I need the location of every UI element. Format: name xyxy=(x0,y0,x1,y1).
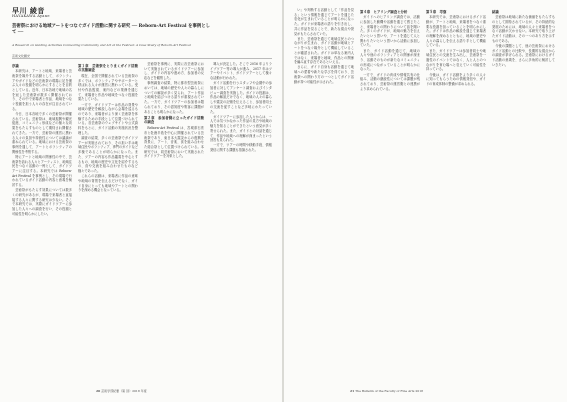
author-name-jp: 早川 綾音 xyxy=(12,6,45,15)
paragraph: 本研究では、芸術祭におけるガイド活動が、アートと地域、来場者をつなぐ重要な役割を担っていることを明らかにした。ガイドは作品の解説を通じて来場者の理解を深めるとともに、地域の歴史や人々の暮らしを伝える語り手として機能している。 xyxy=(426,15,486,48)
paragraph: ガイドツアーに参加した人々からは、一人では気づかなかった作品の見方や地域の魅力を知ることができたという意見が多く寄せられた。また、ガイドとの対話を通じて、作品や地域への理解が深まったという回答も見られた。 xyxy=(210,114,272,143)
paragraph: これらの活動は、来場者に作品の意味や地域の背景を伝えるだけでなく、ガイド自身にとっても地域やアートとの関わりを深める機会となっている。 xyxy=(78,174,138,193)
left-page xyxy=(0,0,283,402)
paper-title-en: A Research on Guiding Activities Connecting Community and Art at the Festival: A Case Study of Reborn-Art Festival xyxy=(12,43,191,47)
text-column-2 xyxy=(78,62,138,384)
paragraph: また、芸術祭を通じて地域住民とのつながりが生まれ、ガイド活動が地域とアートをつなぐ媒介として機能していることが確認された。ガイドは単なる案内人ではなく、来場者と地域、作品との関係を編み直す存在であるといえる。 xyxy=(294,36,354,65)
paragraph: また、ガイド活動を通じて、地域の人々や他のボランティアとの関係が深まり、活動そのものが新たなコミュニティの形成につながっていることが明らかになった。 xyxy=(360,48,420,72)
journal-name: 芸術学部紀要（第 回）2018 年度 xyxy=(101,389,147,393)
paragraph: 今後は、ガイド活動をより多くの人々に知ってもらうための情報発信や、ガイドの育成体制の整備が求められる。 xyxy=(426,72,486,87)
right-page xyxy=(284,0,567,402)
right-footer xyxy=(350,389,423,393)
paragraph: ガイドへのヒアリング調査では、活動に参加した動機や活動を通じて感じたこと、来場者との関わりについて話を聞いた。多くのガイドが、地域の魅力を伝えたいという思いや、アートを通じて人と関わりたいという思いから活動に参加していた。 xyxy=(360,15,420,48)
keywords: 芸術文化観光 xyxy=(12,54,31,58)
paragraph: Reborn-Art Festival は、宮城県石巻市と牡鹿半島を中心に開催されている芸術祭であり、東日本大震災からの復興を背景に、アート、音楽、食を組み合わせた総合祭として位置づけられている。本研究では、同芸術祭において実施されたガイドツアーを対象とした。 xyxy=(144,126,204,159)
paragraph: 一方で、ガイドの育成や情報共有の仕組み、活動の継続性については課題が残されており、芸術祭の運営側との連携がより求められている。 xyxy=(360,72,420,91)
page-number: 21 xyxy=(350,389,355,393)
section-heading: 第２章 参加者側に立ったガイド活動の調査 xyxy=(144,115,204,125)
paragraph: 特にアートと地域の関係性の中で、芸術祭を訪れる人々とアーティスト、地域住民をつなぐ活動の一例として、ガイドツアーに注目する。本研究では Reborn-Art Festival を事例とし、その現場で行われているガイド活動の内容と意義を検討する。 xyxy=(12,154,72,188)
paragraph: さらに、ガイド自身も活動を通じて地域への愛着や新たな学びを得ており、芸術祭への関わり方の一つとしてガイド活動が持つ可能性が示された。 xyxy=(294,65,354,84)
text-column-8 xyxy=(492,8,555,384)
text-column-6 xyxy=(360,8,420,384)
paragraph: 調査の結果、多くの芸術祭でガイドツアーが実施されており、その担い手は地域住民やボランティア、専門のガイドなど多様であることが明らかになった。また、ツアーの内容も作品鑑賞を中心とするもの、地域の歴史や文化を紹介するもの、食や交流を組み合わせたものなど様々であった。 xyxy=(78,136,138,173)
author-name-en: HAYAKAWA Ayane xyxy=(12,14,50,18)
text-column-5 xyxy=(294,8,354,384)
section-heading: 序論 xyxy=(12,63,19,68)
text-column-1 xyxy=(12,62,72,384)
paragraph: 本研究は、アートと地域、来場者と芸術祭を媒介する活動として、ボランティアやガイドなどの芸術祭の現場に足を運ぶ人々の役割を明らかにすることを目的としている。近年、日本各地で地域の名を冠した芸術祭が数多く開催されており、その中で来場者と作品、地域をつなぐ役割を担う人々の存在が注目されている。 xyxy=(12,69,72,111)
paragraph: 一方で、ガイドツアーは作品の背景や地域の歴史を解説しながら会場を巡るものであり、来場者がより深く芸術祭を体験するための手段として位置づけられている。各芸術祭のウェブサイトや公式資料をもとに、ガイド活動の実施状況を整理した。 xyxy=(78,102,138,135)
text-column-4 xyxy=(210,62,272,384)
header-divider xyxy=(12,58,272,59)
paragraph: 芸術祭がもたらす効果については数多くの研究があるが、現場で来場者と直接接する人々に関する研究は少ない。そこで本研究では、実際にガイドツアーに参加した人々への調査を行い、その役割と可能性を明らかにしたい。 xyxy=(12,188,72,216)
paragraph: 今日、日本各地で多くの芸術祭が開催されている。芸術祭は、地域振興や観光促進、コミュニティ形成などの様々な効果をもたらすものとして期待され開催されてきた。一方で、芸術祭の運営に携わる人々の負担や持続性については議論が重ねられている。地域における芸術祭の事例を通して、アートとボランティアの関係性を考察する。 xyxy=(12,112,72,154)
paragraph: 事例調査の結果、特に都市型芸術祭においては、地域の歴史や人々の暮らしについての解説が多く見られ、アート作品と地域を結びつける語りが重視されていた。一方で、ガイドツアーの参加者は限られており、その認知度や集客に課題があることも明らかになった。 xyxy=(144,81,204,114)
paragraph: 芸術祭を事例に、実際に各芸術祭において実施されているガイドツアーに参加し、ガイドの内容や進め方、参加者の反応などを観察した。 xyxy=(144,62,204,81)
text-column-3 xyxy=(144,62,204,384)
paragraph: 導入が決定した。そこで 2016 年よりライブツアー等の導入が進み、2017 年はツアーやイベント、ガイドツアーとして様々な活動が行われた。 xyxy=(210,62,272,81)
paragraph: また、ガイドツアーは参加者同士や地域住民との交流を生み出し、芸術祭を一過性のイベントではなく、人と人とのつながりを育む場へと変えていく可能性を持っている。 xyxy=(426,48,486,72)
paragraph: 芸術祭は地域に新たな価値をもたらすものとして期待されているが、その持続的な発展のためには、地域の人々と来場者をつなぐ活動が欠かせない。本研究で取り上げたガイド活動は、その一つのあり方を示すものである。 xyxy=(492,15,555,43)
paragraph: 現在、全国で開催されている芸術祭の多くでは、ボランティアやサポーターと呼ばれる人々が運営に携わっている。受付や作品監視、案内などの業務を通じて、来場者と作品や地域をつなぐ役割を果たしている。 xyxy=(78,73,138,102)
section-heading: 第５章 考察 xyxy=(426,9,447,14)
paragraph: い」や判断する活動として「作品を見る」という情報を通じてアートを通じた変化が生まれていることが明らかになった。ガイドが来場者の語りを引き出し、共に作品を見ることで、新たな視点や発見がもたらされていた。 xyxy=(294,8,354,36)
section-heading: 第１章 芸術祭をとりまくガイド活動の実態調査 xyxy=(78,63,138,73)
left-footer xyxy=(96,389,147,393)
text-column-7 xyxy=(426,8,486,384)
paragraph: 一方で、ツアーの時間や移動手段、情報発信に関する課題も指摘された。 xyxy=(210,143,272,153)
journal-name: The Bulletin of the Faculty of Fine Arts 2018 xyxy=(355,389,424,393)
paper-title-jp: 芸術祭における地域アートをつなぐガイド活動に関する研究 ── Reborn-Art Festival を事例として ── xyxy=(12,24,211,35)
page-number: 20 xyxy=(96,389,101,393)
section-heading: 第４章 ヒアリング調査と分析 xyxy=(360,9,408,14)
paragraph: ガイド活動を行うスタッフや会期中の参加者に対してアンケート調査およびインタビュー調査を実施した。ガイドの役割は、作品の解説だけでなく、地域の人々の暮らしや震災の記憶を伝えること、参加者同士の交流を促すことなど多岐にわたっていた。 xyxy=(210,81,272,114)
section-heading: 結論 xyxy=(492,9,499,14)
paragraph: 今後の課題として、他の芸術祭におけるガイド活動との比較や、長期的な視点からの調査が挙げられる。芸術祭におけるガイド活動の意義を、さらに多角的に検討していきたい。 xyxy=(492,43,555,67)
